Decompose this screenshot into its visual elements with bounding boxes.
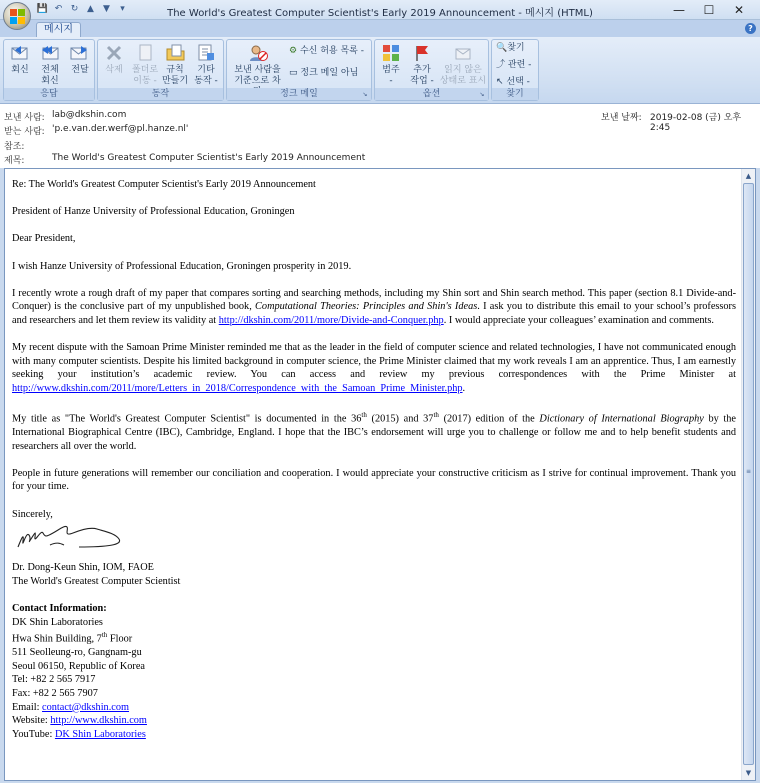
mark-unread-label: 읽지 않은 상태로 표시: [439, 65, 487, 86]
scroll-up-icon[interactable]: ▲: [745, 172, 752, 180]
subject-label: 제목:: [4, 156, 25, 166]
building-sup: th: [101, 631, 108, 640]
safe-list-icon: ⚙: [289, 46, 298, 56]
signature-name: Dr. Dong-Keun Shin, IOM, FAOE: [12, 562, 154, 574]
other-actions-icon: [195, 43, 217, 63]
paragraph-4: People in future generations will remember our conciliation and cooperation. I would appreciate your constructive criticism as I strive for continual improvement. Thank you for your time.: [12, 467, 736, 493]
group-respond: [3, 39, 95, 101]
related-icon: ⤴: [496, 60, 506, 70]
paragraph-3: [12, 409, 736, 453]
paragraph-1: [12, 287, 736, 328]
closing: Sincerely,: [12, 508, 53, 520]
rules-icon: [164, 43, 186, 63]
create-rule-label: 규칙 만들기: [161, 65, 189, 86]
contact-fax: Fax: +82 2 565 7907: [12, 688, 98, 700]
other-actions-label: 기타 동작 -: [194, 65, 218, 86]
forward-label: 전달: [71, 65, 89, 75]
delete-label: 삭제: [105, 65, 123, 75]
minimize-button[interactable]: —: [673, 3, 685, 17]
p2-text-b: .: [462, 382, 466, 394]
ribbon-tab-row: [0, 20, 760, 37]
help-icon[interactable]: ?: [745, 23, 756, 34]
group-label-actions: 동작: [98, 88, 223, 100]
office-button[interactable]: [3, 2, 31, 30]
mark-unread-icon: [452, 43, 474, 63]
move-to-folder-icon: [134, 43, 156, 63]
sent-value: 2019-02-08 (금) 오후 2:45: [650, 113, 742, 133]
not-junk-button[interactable]: [289, 68, 358, 79]
p3-text-d: by the International Biographical Centre (IBC), Cambridge, England. I hope that the IBC’s endorsement will urge you to challenge or follow me and to help benefit students and researchers all over the world.: [12, 413, 737, 452]
p3-sup-1: th: [361, 411, 367, 420]
wish-paragraph: I wish Hanze University of Professional Education, Groningen prosperity in 2019.: [12, 260, 352, 272]
to-label: 받는 사람:: [4, 127, 45, 137]
not-junk-icon: ▭: [289, 68, 298, 78]
options-launcher-icon[interactable]: ↘: [479, 91, 485, 98]
reply-label: 회신: [11, 65, 29, 75]
cc-label: 참조:: [4, 142, 25, 152]
book-title: Computational Theories: Principles and Shin's Ideas: [255, 301, 478, 313]
p3-sup-2: th: [433, 411, 439, 420]
find-label: 찾기: [507, 43, 525, 53]
contact-email-line: [12, 701, 736, 715]
save-icon[interactable]: 💾: [36, 4, 49, 14]
group-label-options: 옵션: [375, 88, 488, 100]
tab-message[interactable]: 메시지: [36, 22, 81, 37]
group-options: [374, 39, 489, 101]
website-label: Website:: [12, 715, 51, 727]
undo-icon[interactable]: ↶: [54, 4, 63, 14]
group-label-junk: 정크 메일: [227, 88, 371, 100]
contact-email-link[interactable]: contact@dkshin.com: [42, 701, 130, 713]
scroll-grip-icon: ≡: [746, 468, 752, 475]
building-text-a: Hwa Shin Building, 7: [12, 633, 102, 645]
scroll-thumb[interactable]: [743, 183, 754, 765]
group-junk: [226, 39, 372, 101]
youtube-label: YouTube:: [12, 728, 55, 740]
junk-launcher-icon[interactable]: ↘: [362, 91, 368, 98]
window-title: The World's Greatest Computer Scientist's Early 2019 Announcement - 메시지 (HTML): [167, 8, 593, 19]
forward-button[interactable]: [66, 43, 94, 76]
qat-customize-icon[interactable]: ▾: [120, 4, 125, 14]
categorize-icon: [380, 43, 402, 63]
p1-text-a: I recently wrote a rough draft of my paper that compares sorting and searching methods, including my Shin sort and Shin search method. This paper (section 8.1 Divide-and-Conquer) is the conclusive part of my unpublished book,: [12, 287, 736, 313]
message-headers: [0, 104, 760, 168]
contact-street: 511 Seolleung-ro, Gangnam-gu: [12, 647, 142, 659]
subject-value: The World's Greatest Computer Scientist's Early 2019 Announcement: [52, 153, 366, 163]
delete-icon: [103, 43, 125, 63]
email-content: [12, 178, 736, 741]
flag-icon: [411, 43, 433, 63]
sent-label: 보낸 날짜:: [601, 113, 642, 123]
p3-text-b: (2015) and 37: [366, 413, 434, 425]
related-button[interactable]: [496, 60, 531, 71]
ribbon: [0, 37, 760, 104]
message-body[interactable]: [4, 168, 756, 781]
p1-text-b: . I ask you to distribute this email to your school’s professors and researchers and let them review its validity at: [12, 301, 736, 326]
from-value[interactable]: lab@dkshin.com: [52, 110, 127, 120]
building-text-b: Floor: [107, 633, 133, 645]
office-logo-icon: [10, 9, 25, 24]
move-to-folder-button[interactable]: [131, 43, 159, 87]
contact-city: Seoul 06150, Republic of Korea: [12, 660, 145, 672]
contact-building: [12, 629, 736, 646]
re-line: Re: The World's Greatest Computer Scientist's Early 2019 Announcement: [12, 179, 316, 190]
from-label: 보낸 사람:: [4, 113, 45, 123]
email-label: Email:: [12, 701, 43, 713]
contact-youtube-line: [12, 728, 736, 742]
group-actions: [97, 39, 224, 101]
block-sender-label: 보낸 사람을 기준으로 차: [234, 65, 281, 86]
categorize-label: 범주 -: [382, 65, 400, 86]
contact-tel: Tel: +82 2 565 7917: [12, 674, 96, 686]
contact-website-line: [12, 714, 736, 728]
scroll-down-icon[interactable]: ▼: [745, 769, 752, 777]
website-link[interactable]: http://www.dkshin.com: [50, 715, 147, 727]
binoculars-icon: 🔍: [496, 43, 508, 53]
reply-all-icon: [39, 43, 61, 63]
forward-icon: [69, 43, 91, 63]
p1-text-c: . I would appreciate your colleagues’ examination and comments.: [443, 314, 714, 326]
select-button[interactable]: [496, 77, 530, 88]
select-label: 선택 -: [506, 77, 530, 87]
group-find: [491, 39, 539, 101]
vertical-scrollbar[interactable]: [741, 169, 755, 780]
not-junk-label: 정크 메일 아님: [300, 68, 359, 78]
signature-image: [14, 525, 134, 559]
p3-text-a: My title as "The World's Greatest Computer Scientist" is documented in the 36: [12, 413, 362, 425]
redo-icon[interactable]: ↻: [70, 4, 79, 14]
previous-item-icon[interactable]: ▲: [87, 4, 94, 14]
follow-up-label: 추가 작업 -: [410, 65, 434, 86]
reply-all-button[interactable]: [36, 43, 64, 87]
follow-up-button[interactable]: [408, 43, 436, 87]
group-label-find: 찾기: [492, 88, 538, 100]
reply-button[interactable]: [6, 43, 34, 76]
safe-list-button[interactable]: [289, 46, 364, 57]
next-item-icon[interactable]: ▼: [103, 4, 110, 14]
divide-conquer-link[interactable]: http://dkshin.com/2011/more/Divide-and-Conquer.php: [218, 314, 444, 326]
p3-text-c: (2017) edition of the: [438, 413, 540, 425]
salutation: Dear President,: [12, 233, 76, 245]
contact-company: DK Shin Laboratories: [12, 616, 103, 628]
to-value[interactable]: 'p.e.van.der.werf@pl.hanze.nl': [52, 124, 189, 134]
youtube-link[interactable]: DK Shin Laboratories: [54, 728, 146, 740]
mark-unread-button[interactable]: [439, 43, 487, 87]
reply-icon: [9, 43, 31, 63]
maximize-button[interactable]: ☐: [703, 3, 715, 17]
dictionary-title: Dictionary of International Biography: [539, 413, 704, 425]
title-bar: [0, 0, 760, 20]
move-to-folder-label: 폴더로 이동 -: [131, 65, 159, 86]
related-label: 관련 -: [507, 60, 532, 70]
select-cursor-icon: ↖: [496, 77, 504, 87]
contact-heading: Contact Information:: [12, 603, 107, 615]
recipient-line: President of Hanze University of Professional Education, Groningen: [12, 206, 295, 218]
other-actions-button[interactable]: [192, 43, 220, 87]
find-button[interactable]: [496, 43, 525, 54]
safe-list-label: 수신 허용 목록 -: [299, 46, 364, 56]
block-sender-icon: [247, 43, 269, 63]
group-label-respond: 응답: [4, 88, 94, 100]
delete-button[interactable]: [100, 43, 128, 76]
categorize-button[interactable]: [377, 43, 405, 87]
signature-title: The World's Greatest Computer Scientist: [12, 575, 181, 587]
p2-text-a: My recent dispute with the Samoan Prime Minister reminded me that as the leader in the field of computer science and related technologies, I have not communicated enough with many computer scientists. Despite his limited background in computer science, the Prime Minister claimed that my work reveals I am an apprentice. Thus, I am earnestly seeking your institution’s academic review. You can access and review my previous correspondences with the Prime Minister at: [12, 342, 736, 381]
create-rule-button[interactable]: [161, 43, 189, 87]
reply-all-label: 전체 회신: [41, 65, 59, 86]
window-controls: [664, 2, 754, 18]
correspondence-link[interactable]: http://www.dkshin.com/2011/more/Letters_in_2018/Correspondence_with_the_Samoan_Prime_Minister.php: [12, 382, 463, 394]
paragraph-2: [12, 341, 736, 395]
close-button[interactable]: ✕: [733, 3, 745, 17]
